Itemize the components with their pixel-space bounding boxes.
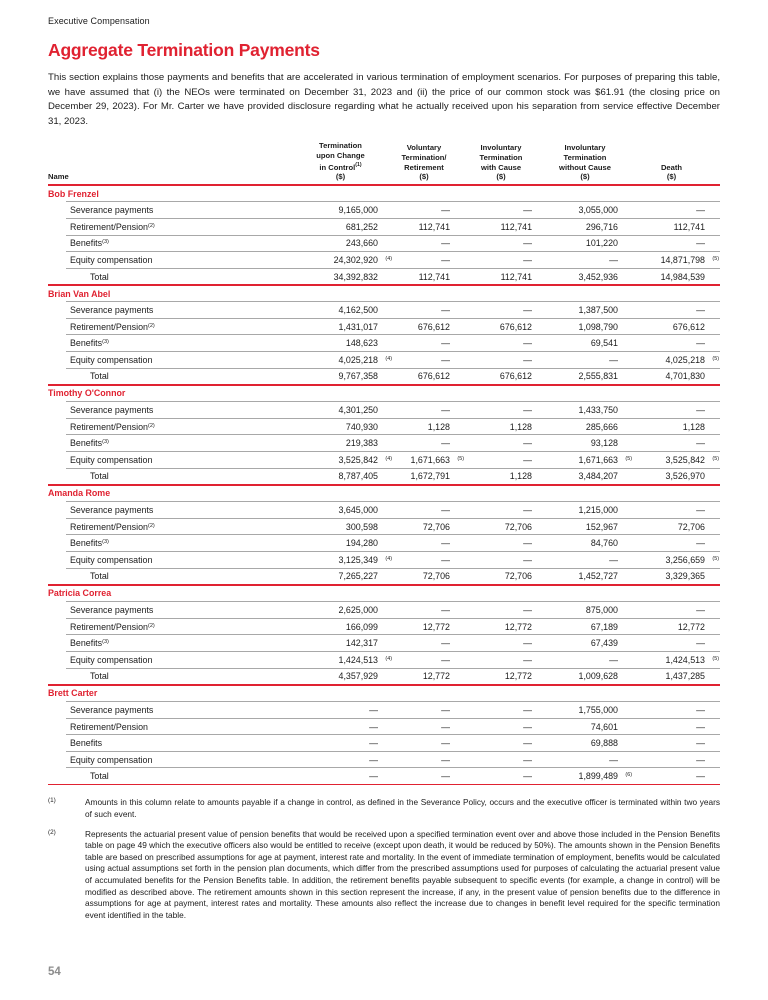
column-header-line: Termination xyxy=(319,141,362,151)
column-header-line: without Cause xyxy=(559,162,611,172)
value-footnote-marker: (4) xyxy=(385,455,392,462)
cell-value: — xyxy=(523,654,532,665)
row-label: Equity compensation xyxy=(70,354,153,365)
cell-value: 72,706 xyxy=(504,571,532,582)
cell-value: 875,000 xyxy=(585,604,618,615)
cell-value: — xyxy=(696,338,705,349)
row-label: Retirement/Pension$^{(2)}$ xyxy=(70,321,155,332)
cell-value: 67,189 xyxy=(590,621,618,632)
cell-value: 166,099 xyxy=(345,621,378,632)
label-footnote-marker: (2) xyxy=(147,622,155,629)
cell-value: — xyxy=(523,238,532,249)
cell-value: 112,741 xyxy=(418,221,450,232)
row-label: Total xyxy=(90,671,109,682)
footnote-2-text: Represents the actuarial present value of pension benefits that would be received upon a specified termination event over and above those included in the Pension Benefits table on page 49 which the executive officers also would be entitled to receive (except upon death, it would be reduced by 50%). The amounts shown in the Pension Benefits table are based on prescribed assumptions for age at payment, interest rate and mortality. In the event of immediate termination of employment, benefits would be calculated using actual assumptions set forth in the pension plan documents, which differ from the prescribed assumptions used for purposes of calculating the actuarial present value of accumulated benefits for the Pension Benefits table. In addition, the retirement benefits payable subsequent to specific events (for example, a change in control) will be modified as described above. The retirement amounts shown in this section represent the increase, if any, in the present value of pension benefits due to the difference in assumptions for age at payment, interest rates and mortality. These amounts also reflect the increase due to changes in benefit level required for the specific termination event identified in the table. xyxy=(85,828,720,920)
executive-name: Bob Frenzel xyxy=(48,188,99,199)
cell-value: — xyxy=(441,754,450,765)
cell-value: — xyxy=(441,704,450,715)
value-footnote-marker: (5) xyxy=(712,555,719,562)
cell-value: 14,984,539 xyxy=(660,271,705,282)
cell-value: — xyxy=(441,205,450,216)
cell-value: 7,265,227 xyxy=(338,571,378,582)
row-label: Benefits$^{(3)}$ xyxy=(70,338,109,349)
cell-value: — xyxy=(696,604,705,615)
cell-value: — xyxy=(523,405,532,416)
cell-value: 8,787,405 xyxy=(338,471,378,482)
cell-value: 3,452,936 xyxy=(578,271,618,282)
cell-value: 1,128 xyxy=(509,471,532,482)
table-row xyxy=(48,702,720,718)
cell-value: — xyxy=(369,738,378,749)
cell-value: — xyxy=(523,254,532,265)
cell-value: 243,660 xyxy=(345,238,378,249)
column-header-5 xyxy=(633,163,720,182)
row-label: Total xyxy=(90,471,109,482)
cell-value: — xyxy=(441,254,450,265)
executive-name-row xyxy=(48,586,720,602)
cell-value: — xyxy=(696,205,705,216)
cell-value: 740,930 xyxy=(345,421,378,432)
cell-value: 3,525,842 (5) xyxy=(665,454,719,465)
cell-value: — xyxy=(369,704,378,715)
label-footnote-marker: (3) xyxy=(102,639,109,646)
cell-value: 84,760 xyxy=(590,538,618,549)
footnote-1-text: Amounts in this column relate to amounts payable if a change in control, as defined in the Severance Policy, occurs and the executive officer is terminated within two years of such event. xyxy=(85,797,720,820)
cell-value: 4,162,500 xyxy=(338,305,378,316)
row-label: Equity compensation xyxy=(70,454,153,465)
cell-value: — xyxy=(609,254,618,265)
cell-value: 676,612 xyxy=(417,371,450,382)
row-label: Equity compensation xyxy=(70,254,153,265)
cell-value: 74,601 xyxy=(590,721,618,732)
cell-value: 1,431,017 xyxy=(338,321,378,332)
cell-value: 4,025,218 (5) xyxy=(665,354,719,365)
cell-value: 3,525,842 (4) xyxy=(338,454,392,465)
cell-value: 681,252 xyxy=(345,221,378,232)
row-label: Total xyxy=(90,571,109,582)
total-row xyxy=(48,269,720,285)
cell-value: 3,256,659 (5) xyxy=(665,554,719,565)
column-header-line: Termination xyxy=(563,152,607,162)
header-footnote-marker: (1) xyxy=(355,161,362,168)
cell-value: 1,098,790 xyxy=(578,321,618,332)
column-header-line: Termination/ xyxy=(401,152,447,162)
column-header-unit: ($) xyxy=(335,172,346,182)
cell-value: 194,280 xyxy=(345,538,378,549)
cell-value: — xyxy=(696,754,705,765)
cell-value: — xyxy=(441,538,450,549)
cell-value: — xyxy=(523,454,532,465)
cell-value: 4,025,218 (4) xyxy=(338,354,392,365)
cell-value: 1,433,750 xyxy=(578,405,618,416)
column-header-1 xyxy=(298,141,393,181)
column-header-4 xyxy=(547,143,633,181)
table-row xyxy=(48,419,720,435)
cell-value: — xyxy=(523,205,532,216)
executive-name: Timothy O'Connor xyxy=(48,388,126,399)
cell-value: 142,317 xyxy=(345,638,378,649)
label-footnote-marker: (3) xyxy=(102,239,109,246)
value-footnote-marker: (5) xyxy=(712,255,719,262)
table-row xyxy=(48,302,720,318)
row-label: Severance payments xyxy=(70,604,154,615)
table-row xyxy=(48,735,720,751)
executive-name-row xyxy=(48,386,720,402)
cell-value: 12,772 xyxy=(504,621,532,632)
executive-name: Amanda Rome xyxy=(48,488,111,499)
cell-value: — xyxy=(523,354,532,365)
cell-value: — xyxy=(523,721,532,732)
cell-value: 69,541 xyxy=(590,338,618,349)
cell-value: 1,215,000 xyxy=(578,505,618,515)
cell-value: 72,706 xyxy=(422,521,450,532)
cell-value: — xyxy=(441,721,450,732)
cell-value: — xyxy=(696,704,705,715)
column-header-line: upon Change xyxy=(316,150,365,160)
page-title: Aggregate Termination Payments xyxy=(48,40,320,60)
column-header-line: Involuntary xyxy=(564,143,606,153)
cell-value: 101,220 xyxy=(585,238,618,249)
value-footnote-marker: (5) xyxy=(712,355,719,362)
cell-value: 12,772 xyxy=(677,621,705,632)
cell-value: — xyxy=(523,754,532,765)
table-row xyxy=(48,252,720,268)
value-footnote-marker: (5) xyxy=(712,655,719,662)
cell-value: 3,645,000 xyxy=(338,505,378,515)
row-label: Equity compensation xyxy=(70,754,153,765)
cell-value: — xyxy=(696,505,705,515)
table-row xyxy=(48,202,720,218)
cell-value: 9,767,358 xyxy=(338,371,378,382)
cell-value: — xyxy=(609,754,618,765)
label-footnote-marker: (2) xyxy=(147,322,155,329)
footnote-2-marker: (2) xyxy=(48,828,56,836)
table-row xyxy=(48,435,720,451)
cell-value: — xyxy=(696,721,705,732)
column-header-line: Involuntary xyxy=(480,143,522,153)
cell-value: — xyxy=(441,638,450,649)
column-header-line: Voluntary xyxy=(406,143,442,153)
cell-value: — xyxy=(523,738,532,749)
cell-value: 300,598 xyxy=(345,521,378,532)
cell-value: — xyxy=(441,354,450,365)
label-footnote-marker: (2) xyxy=(147,222,155,229)
cell-value: 93,128 xyxy=(590,438,618,449)
row-label: Retirement/Pension$^{(2)}$ xyxy=(70,421,155,432)
cell-value: — xyxy=(369,771,378,782)
footnote-1-marker: (1) xyxy=(48,797,56,805)
cell-value: 24,302,920 (4) xyxy=(333,254,392,265)
column-header-line: Death xyxy=(660,162,683,172)
value-footnote-marker: (4) xyxy=(385,355,392,362)
value-footnote-marker: (5) xyxy=(625,455,632,462)
table-row xyxy=(48,452,720,468)
value-footnote-marker: (5) xyxy=(712,455,719,462)
executive-name-row xyxy=(48,486,720,502)
total-row xyxy=(48,569,720,585)
executive-name: Brian Van Abel xyxy=(48,288,111,299)
cell-value: — xyxy=(523,505,532,515)
row-label: Severance payments xyxy=(70,405,154,416)
cell-value: — xyxy=(609,354,618,365)
cell-value: 285,666 xyxy=(585,421,618,432)
cell-value: 1,672,791 xyxy=(410,471,450,482)
footnote-1 xyxy=(48,797,720,820)
cell-value: 2,555,831 xyxy=(578,371,618,382)
value-footnote-marker: (5) xyxy=(457,455,464,462)
cell-value: 14,871,798 (5) xyxy=(660,254,719,265)
value-footnote-marker: (4) xyxy=(385,255,392,262)
value-footnote-marker: (4) xyxy=(385,655,392,662)
cell-value: — xyxy=(696,538,705,549)
cell-value: — xyxy=(523,638,532,649)
cell-value: — xyxy=(696,738,705,749)
cell-value: — xyxy=(609,554,618,565)
row-label: Benefits xyxy=(70,738,103,749)
table-row xyxy=(48,502,720,518)
column-header-unit: ($) xyxy=(666,172,677,182)
cell-value: 1,437,285 xyxy=(665,671,705,682)
table-row xyxy=(48,219,720,235)
cell-value: — xyxy=(369,754,378,765)
intro-paragraph: This section explains those payments and benefits that are accelerated in various termination of employment scenarios. For purposes of preparing this table, we have assumed that (i) the NEOs were terminated on December 31, 2023 and (ii) the price of our common stock was $61.91 (the closing price on December 29, 2023). For Mr. Carter we have provided disclosure regarding what he actually received upon his separation from service effective December 31, 2023. xyxy=(48,72,720,127)
value-footnote-marker: (4) xyxy=(385,555,392,562)
row-label: Retirement/Pension$^{(2)}$ xyxy=(70,521,155,532)
executive-name: Patricia Correa xyxy=(48,588,112,599)
cell-value: — xyxy=(441,305,450,316)
table-row xyxy=(48,236,720,252)
cell-value: 1,671,663 (5) xyxy=(410,454,464,465)
row-label: Benefits$^{(3)}$ xyxy=(70,638,109,649)
cell-value: 12,772 xyxy=(504,671,532,682)
cell-value: 4,701,830 xyxy=(665,371,705,382)
row-label: Benefits$^{(3)}$ xyxy=(70,438,109,449)
cell-value: — xyxy=(441,554,450,565)
table-row xyxy=(48,552,720,568)
row-label: Severance payments xyxy=(70,205,154,216)
cell-value: 676,612 xyxy=(417,321,450,332)
total-row xyxy=(48,369,720,385)
cell-value: — xyxy=(441,771,450,782)
cell-value: 72,706 xyxy=(504,521,532,532)
cell-value: 1,128 xyxy=(427,421,450,432)
cell-value: 1,899,489 (6) xyxy=(578,771,632,782)
cell-value: 4,357,929 xyxy=(338,671,378,682)
cell-value: 3,526,970 xyxy=(665,471,705,482)
cell-value: 12,772 xyxy=(422,621,450,632)
table-row xyxy=(48,719,720,735)
cell-value: 3,329,365 xyxy=(665,571,705,582)
column-header-line: Retirement xyxy=(404,162,444,172)
cell-value: 676,612 xyxy=(499,371,532,382)
cell-value: — xyxy=(696,405,705,416)
cell-value: 3,484,207 xyxy=(578,471,618,482)
cell-value: — xyxy=(369,721,378,732)
row-label: Retirement/Pension xyxy=(70,721,148,732)
cell-value: 72,706 xyxy=(677,521,705,532)
row-label: Severance payments xyxy=(70,305,154,316)
cell-value: — xyxy=(523,554,532,565)
column-header-line: in Control$^{(1)}$ xyxy=(319,161,362,172)
cell-value: 4,301,250 xyxy=(338,405,378,416)
cell-value: 1,128 xyxy=(682,421,705,432)
row-label: Retirement/Pension$^{(2)}$ xyxy=(70,621,155,632)
table-row xyxy=(48,535,720,551)
cell-value: 1,452,727 xyxy=(578,571,618,582)
row-label: Equity compensation xyxy=(70,554,153,565)
row-label: Severance payments xyxy=(70,704,154,715)
value-footnote-marker: (6) xyxy=(625,772,632,779)
cell-value: 219,383 xyxy=(345,438,378,449)
cell-value: 67,439 xyxy=(590,638,618,649)
table-row xyxy=(48,652,720,668)
cell-value: 112,741 xyxy=(500,271,532,282)
cell-value: 152,967 xyxy=(585,521,618,532)
cell-value: 2,625,000 xyxy=(338,604,378,615)
cell-value: — xyxy=(609,654,618,665)
label-footnote-marker: (3) xyxy=(102,539,109,546)
column-header-line: Termination xyxy=(479,152,523,162)
table-row xyxy=(48,352,720,368)
cell-value: 1,424,513 (5) xyxy=(665,654,719,665)
table-row xyxy=(48,619,720,635)
row-label: Benefits$^{(3)}$ xyxy=(70,238,109,249)
cell-value: — xyxy=(523,438,532,449)
table-row xyxy=(48,402,720,418)
cell-value: 148,623 xyxy=(345,338,378,349)
executive-name-row xyxy=(48,286,720,302)
table-row xyxy=(48,635,720,651)
cell-value: 9,165,000 xyxy=(338,205,378,216)
label-footnote-marker: (2) xyxy=(147,522,155,529)
cell-value: 112,741 xyxy=(418,271,450,282)
table-row xyxy=(48,602,720,618)
cell-value: — xyxy=(441,405,450,416)
cell-value: — xyxy=(441,505,450,515)
table-rule xyxy=(48,784,720,785)
termination-payments-table xyxy=(48,141,720,785)
row-label: Benefits$^{(3)}$ xyxy=(70,538,109,549)
row-label: Total xyxy=(90,371,109,382)
row-label: Total xyxy=(90,771,109,782)
total-row xyxy=(48,469,720,485)
cell-value: 1,755,000 xyxy=(578,704,618,715)
cell-value: 676,612 xyxy=(672,321,705,332)
label-footnote-marker: (2) xyxy=(147,422,155,429)
cell-value: — xyxy=(523,338,532,349)
cell-value: 1,128 xyxy=(509,421,532,432)
cell-value: 676,612 xyxy=(499,321,532,332)
cell-value: — xyxy=(696,305,705,316)
cell-value: — xyxy=(523,771,532,782)
row-label: Severance payments xyxy=(70,505,154,515)
total-row xyxy=(48,669,720,685)
table-row xyxy=(48,319,720,335)
executive-name-row xyxy=(48,186,720,202)
row-label: Equity compensation xyxy=(70,654,153,665)
column-header-unit: ($) xyxy=(419,172,429,182)
cell-value: — xyxy=(696,438,705,449)
table-row xyxy=(48,335,720,351)
cell-value: 1,387,500 xyxy=(578,305,618,316)
cell-value: 3,055,000 xyxy=(578,205,618,216)
cell-value: 3,125,349 (4) xyxy=(338,554,392,565)
cell-value: 12,772 xyxy=(422,671,450,682)
table-header-row xyxy=(48,141,720,183)
cell-value: — xyxy=(441,438,450,449)
cell-value: 112,741 xyxy=(500,221,532,232)
column-header-3 xyxy=(465,143,547,181)
table-row xyxy=(48,519,720,535)
cell-value: — xyxy=(523,604,532,615)
page-number: 54 xyxy=(48,966,61,978)
cell-value: — xyxy=(523,704,532,715)
executive-name: Brett Carter xyxy=(48,688,98,699)
cell-value: 72,706 xyxy=(422,571,450,582)
label-footnote-marker: (3) xyxy=(102,339,109,346)
cell-value: — xyxy=(441,654,450,665)
footnotes-section xyxy=(48,797,720,921)
cell-value: 69,888 xyxy=(590,738,618,749)
row-label: Retirement/Pension$^{(2)}$ xyxy=(70,221,155,232)
cell-value: — xyxy=(523,305,532,316)
column-header-unit: ($) xyxy=(496,172,506,182)
cell-value: 1,424,513 (4) xyxy=(338,654,392,665)
cell-value: — xyxy=(441,338,450,349)
cell-value: — xyxy=(441,738,450,749)
cell-value: — xyxy=(696,771,705,782)
cell-value: — xyxy=(441,604,450,615)
cell-value: 1,671,663 (5) xyxy=(578,454,632,465)
cell-value: 1,009,628 xyxy=(578,671,618,682)
column-header-2 xyxy=(393,143,465,181)
table-row xyxy=(48,752,720,768)
label-footnote-marker: (3) xyxy=(102,439,109,446)
cell-value: 34,392,832 xyxy=(333,271,378,282)
footnote-2 xyxy=(48,829,720,922)
cell-value: — xyxy=(696,638,705,649)
cell-value: — xyxy=(696,238,705,249)
cell-value: — xyxy=(441,238,450,249)
executive-name-row xyxy=(48,686,720,702)
cell-value: — xyxy=(523,538,532,549)
column-header-name: Name xyxy=(48,172,69,182)
total-row xyxy=(48,768,720,784)
row-label: Total xyxy=(90,271,109,282)
column-header-line: with Cause xyxy=(480,162,522,172)
breadcrumb: Executive Compensation xyxy=(48,16,150,26)
column-header-unit: ($) xyxy=(580,172,590,182)
cell-value: 296,716 xyxy=(585,221,618,232)
cell-value: 112,741 xyxy=(673,221,705,232)
